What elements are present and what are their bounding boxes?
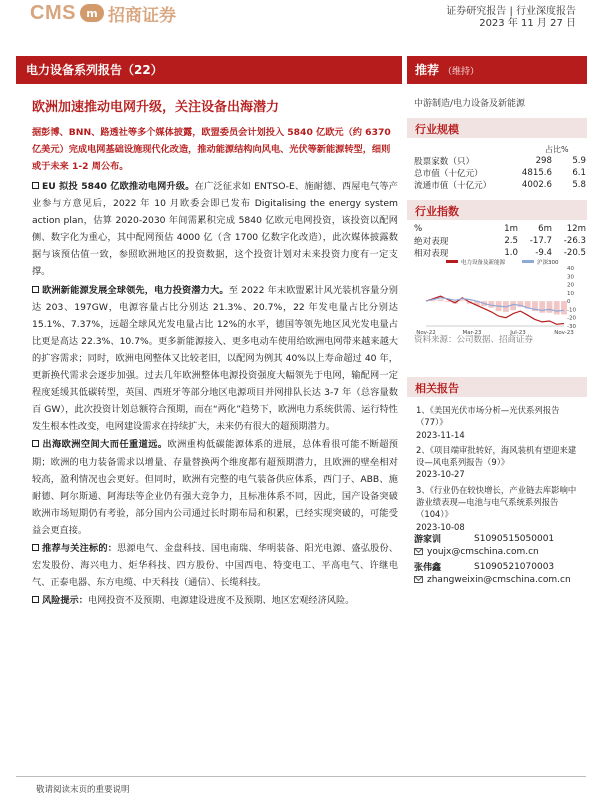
row-value: 4002.6 [521,180,552,190]
bullet-item [32,592,398,609]
cell: 1.0 [504,248,518,258]
row-value: 298 [535,156,552,166]
table-row [414,179,586,191]
y-tick-label: 20 [567,282,574,289]
data-source: 资料来源：公司数据、招商证券 [414,335,534,345]
bullet-square-icon [32,182,39,189]
index-performance-chart [408,258,588,338]
industry-category: 中游制造/电力设备及新能源 [414,99,526,109]
legend-swatch [522,260,534,263]
y-tick-label: -20 [567,315,576,322]
analyst-code: S1090521070003 [474,561,555,572]
logo [30,0,176,26]
series-title-bar: 电力设备系列报告（22） [16,56,402,84]
bullet-text: 思源电气、金盘科技、国电南瑞、华明装备、阳光电源、盛弘股份、宏发股份、海兴电力、炬华科技、四方股份、中国西电、特变电工、平高电气、许继电气、正泰电器、东方电缆、中天科技（通信）、长缆科技。 [32,542,399,589]
related-report-title: 3、《行业仍在较快增长，产业链去库影响中游业绩表现—电池与电气系统系列报告（104）》 [416,484,577,520]
rating-bar [407,56,587,84]
bullet-item [32,178,398,281]
bullet-square-icon [32,440,39,447]
column-header: 12m [566,224,586,234]
legend-label: 电力设备及新能源 [461,260,506,266]
bullet-item [32,282,398,436]
bullet-head: 出海欧洲空间大而任重道远。 [42,439,168,451]
related-report-item[interactable] [414,404,584,441]
logo-latin: CMS [30,1,76,24]
bullet-text: 至 2022 年末欧盟累计风光装机容量分别达 203、197GW，电源容量占比分别达 21.3%、20.7%，22 年发电量占比分别达 15.1%、7.37%，远超全球风光发电量占比 12%的水平，德国等领先地区风光发电量占比更是高达 22.3%、10.7%。更多新能源接入、更多电动车使用给欧洲电网带来越来越大的扩容需求；同时，欧洲电网整体又比较老旧，以配网为例其 40%以上寿命超过 40 年，更新换代需求会逐步加强。过去几年欧洲整体电源投资强度大幅领先于电网，输配网一定程度延缓其低碳转型，英国、西班牙等部分地区电源项目并网排队长达 3-7 年（总容量数百 GW），此次投资计划总额符合预期，而在“两化”趋势下，欧洲电力系统供需、运行特性发生根本性改变，电网建设需求在持续扩大，未来仍有很大的超预期潜力。 [32,284,398,433]
rating-note: （维持） [443,67,480,77]
related-reports-list [414,404,584,536]
row-share: 5.9 [572,156,586,166]
logo-badge: m [80,4,104,22]
related-report-date: 2023-10-08 [416,521,465,532]
bullet-square-icon [32,544,39,551]
bullet-text: 在广泛征求如 ENTSO-E、施耐德、西屋电气等产业参与方意见后，2022 年 10 月欧委会即已发布 Digitalising the energy system action plan，估算 2020-2030 年间需累积完成 5840 亿欧元电网投资，该投资以配网侧、数字化为重心，其中配网预估 4000 亿（含 1700 亿数字化改造），此次媒体披露数据与该预估值一致，参照欧洲地区的投资数据，这个投资计划对未来投资力度有一定支撑。 [32,181,398,278]
related-report-title: 1、《美国光伏市场分析—光伏系列报告（77）》 [416,405,560,428]
row-label: 绝对表现 [414,237,449,247]
related-report-date: 2023-10-27 [416,469,465,480]
rating-label: 推荐 [415,63,440,77]
x-tick-label: Nov-23 [554,330,574,336]
analyst-name: 游家训 [414,535,442,545]
analyst-block [414,532,586,558]
analyst-email[interactable]: youjx@cmschina.com.cn [427,546,539,557]
legend-swatch [446,260,458,263]
analyst-email[interactable]: zhangweixin@cmschina.com.cn [427,574,571,585]
row-value: 4815.6 [521,168,552,178]
bullet-item [32,436,398,539]
footer-divider [16,776,586,777]
main-title: 欧洲加速推动电网升级，关注设备出海潜力 [32,100,280,115]
row-label: 总市值（十亿元） [414,169,483,179]
analyst-code: S1090515050001 [474,533,555,544]
bullet-head: 欧洲新能源发展全球领先，电力投资潜力大。 [42,284,229,296]
mail-icon [414,548,423,555]
market-scale-heading: 行业规模 [407,118,587,138]
legend-label: 沪深300 [537,260,559,266]
relative-bar [554,301,560,314]
bullet-head: 风险提示： [42,595,88,607]
bullet-head: 推荐与关注标的： [42,542,118,554]
relative-bar [459,300,465,301]
related-reports-heading: 相关报告 [407,377,587,397]
x-tick-label: Jul-23 [510,330,526,336]
cell: -26.3 [563,236,586,246]
bullet-square-icon [32,596,39,603]
cell: -17.7 [529,236,552,246]
lead-paragraph: 据彭博、BNN、路透社等多个媒体披露，欧盟委员会计划投入 5840 亿欧元（约 6370 亿美元）完成电网基础设施现代化改造，推动能源结构向风电、光伏等新能源转型，细则或于未来 1-2 周公布。 [32,127,391,172]
related-report-item[interactable] [414,484,584,533]
index-performance-heading: 行业指数 [407,200,587,220]
relative-bar [445,301,451,302]
market-scale-table [414,155,586,191]
y-tick-label: -30 [567,324,576,330]
related-report-title: 2、《项目端审批转好，海风装机有望迎来建设—风电系列报告（9）》 [416,444,577,468]
table-row [414,167,586,179]
index-performance-table [414,223,586,259]
row-label: 股票家数（只） [414,157,475,167]
column-header: 1m [504,224,518,234]
cell: 2.5 [504,236,518,246]
bullet-square-icon [32,286,39,293]
x-tick-label: Nov-22 [416,330,436,336]
logo-chinese: 招商证券 [107,5,176,26]
y-tick-label: 0 [567,299,571,306]
bullet-text: 欧洲重构低碳能源体系的进展，总体看很可能不断超预期；欧洲的电力装备需求以增量、存量替换两个维度都有超预期潜力，且欧洲的壁垒相对较高，盈利情况也会更好。但同时，欧洲有完整的电气装备供应体系，西门子、ABB、施耐德、阿尔斯通、阿海珐等企业仍有强大竞争力，且标准体系不同，因此，国产设备突破欧洲市场短期仍有考验，部分国内公司通过长时期布局和积累，已经实现突破的，可能受益会更直接。 [32,439,398,536]
related-report-item[interactable] [414,444,584,481]
market-scale-unit: 占比% [545,145,569,154]
y-tick-label: 40 [567,266,574,272]
bullet-item [32,540,398,591]
relative-bar [539,301,545,313]
footer-note: 敬请阅读末页的重要说明 [36,785,130,795]
relative-bar [561,301,567,314]
bullet-head: EU 拟投 5840 亿欧推动电网升级。 [42,181,195,192]
row-label: 流通市值（十亿元） [414,181,492,191]
table-header-row [414,223,586,235]
report-date: 2023 年 11 月 27 日 [479,18,576,29]
x-tick-label: Mar-23 [462,330,482,336]
analyst-block [414,560,586,586]
cell: -20.5 [563,248,586,258]
relative-bar [547,301,553,313]
table-row [414,155,586,167]
relative-bar [438,299,444,301]
y-tick-label: 10 [567,290,574,297]
row-share: 6.1 [572,168,586,178]
column-header: % [414,224,423,234]
cell: -9.4 [535,248,552,258]
related-report-date: 2023-11-14 [416,429,465,440]
column-header: 6m [538,224,552,234]
bullet-list [32,178,398,609]
y-tick-label: 30 [567,274,574,281]
bullet-text: 电网投资不及预期、电源建设进度不及预期、地区宏观经济风险。 [87,595,355,607]
report-type: 证券研究报告 | 行业深度报告 [446,6,576,17]
row-label: 相对表现 [414,249,449,259]
y-tick-label: -10 [567,307,576,314]
analyst-name: 张伟鑫 [414,563,442,573]
table-row [414,235,586,247]
mail-icon [414,576,423,583]
row-share: 5.8 [572,180,586,190]
